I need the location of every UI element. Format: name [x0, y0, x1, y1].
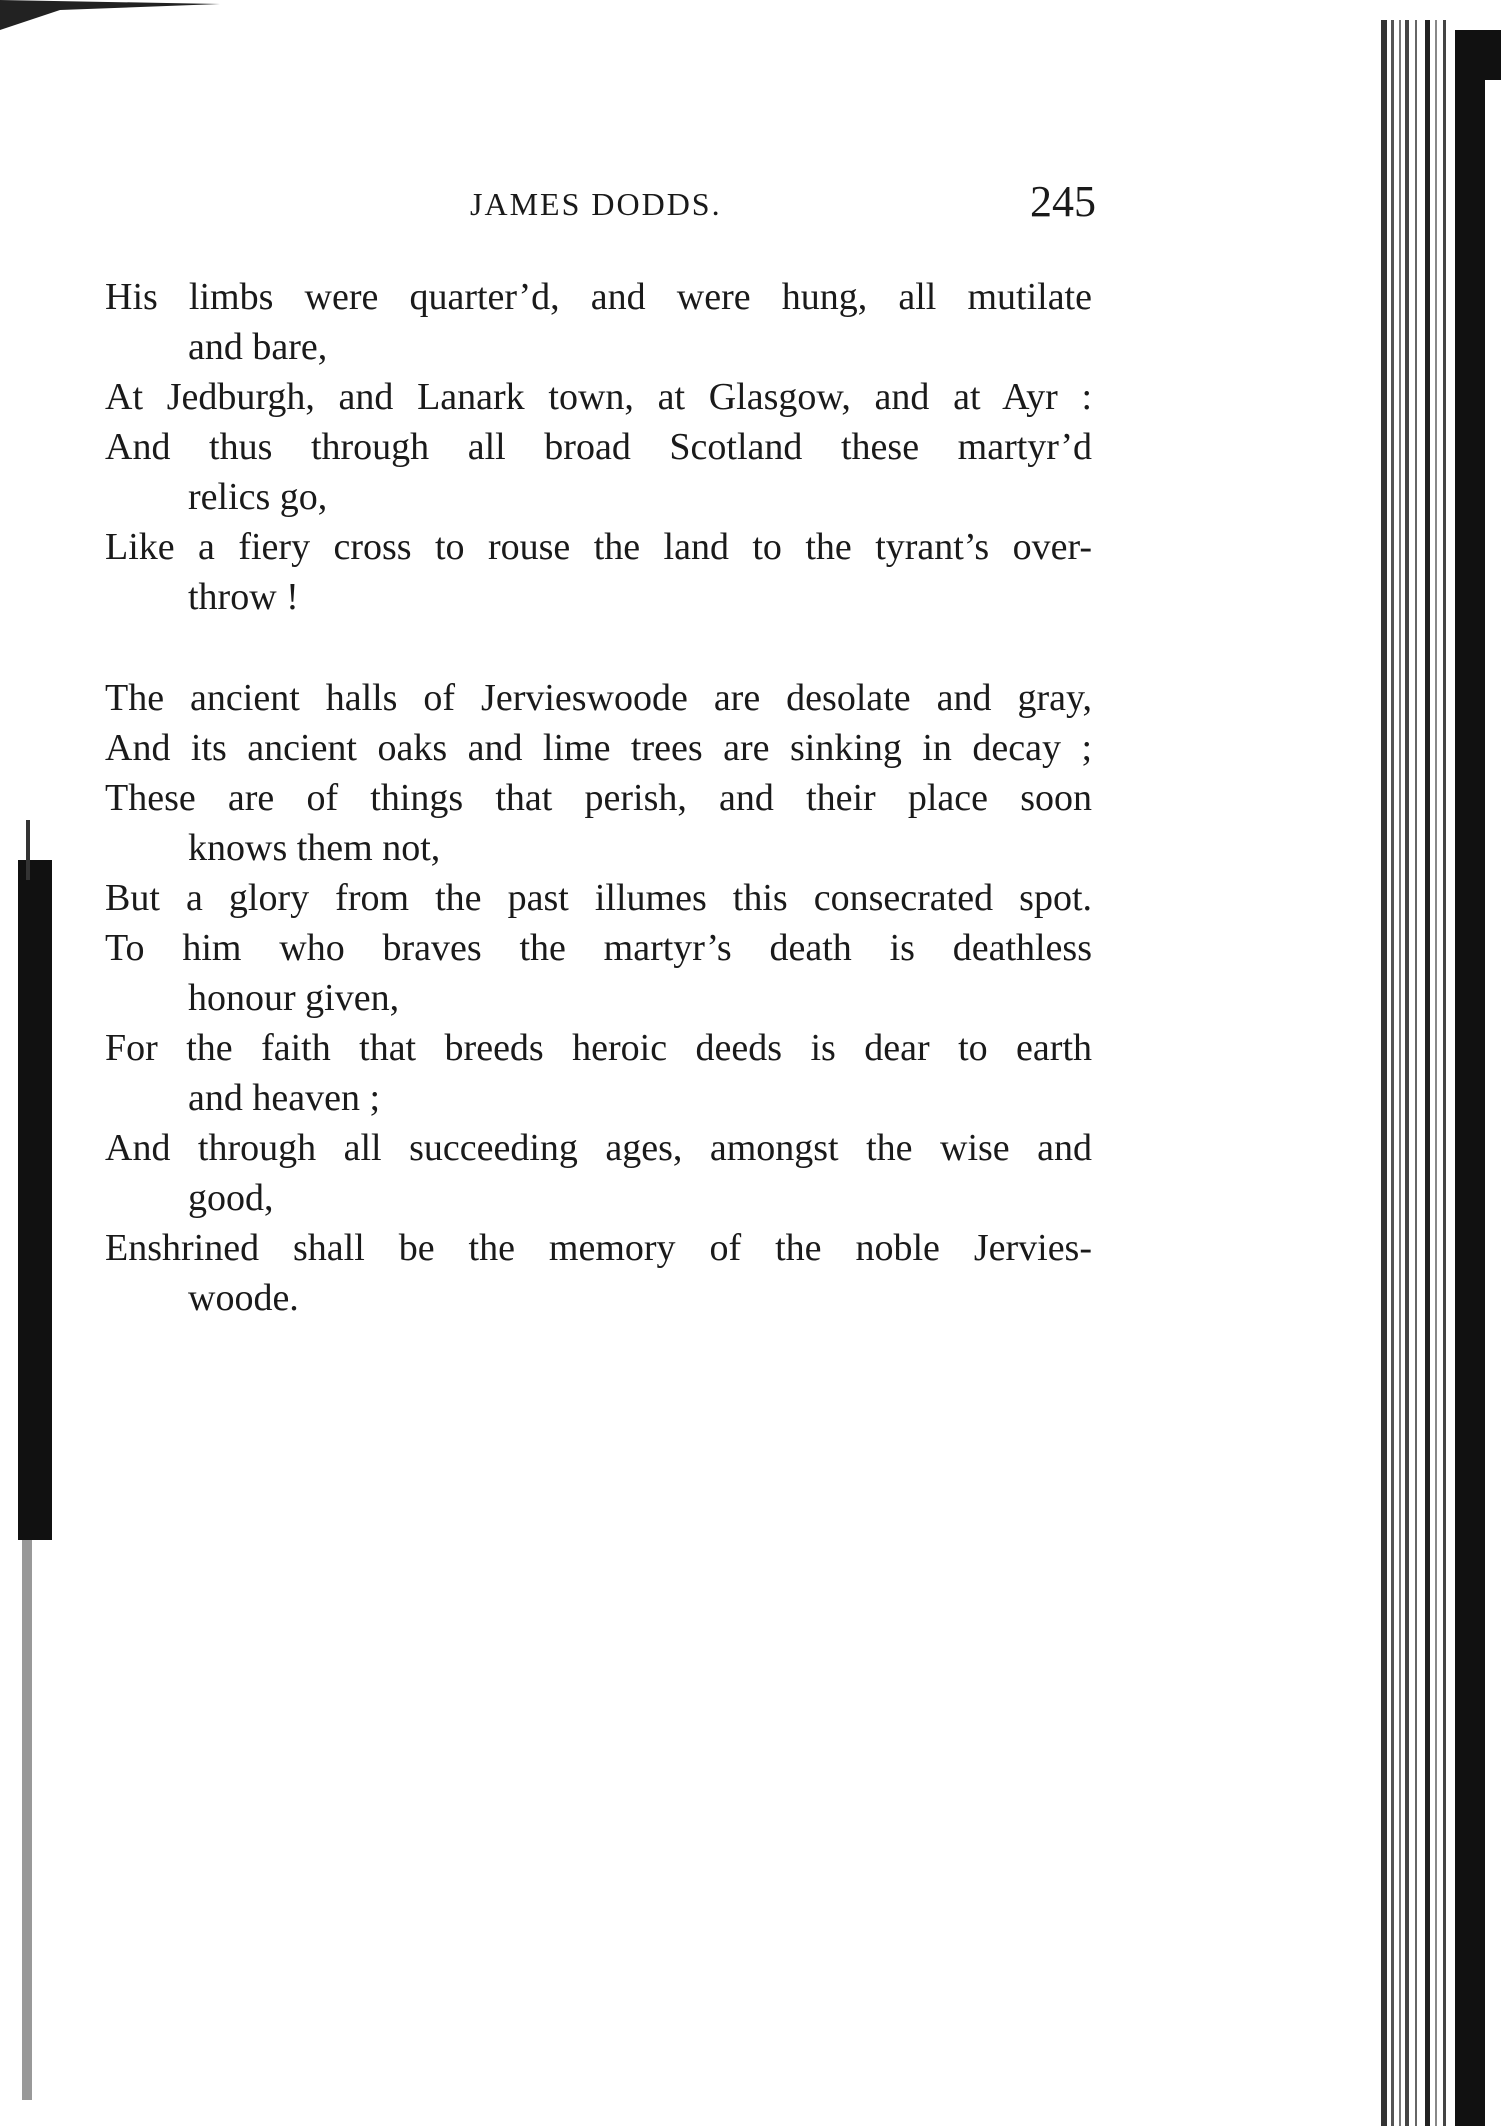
scan-left-edge: [0, 0, 70, 2126]
poem-line: These are of things that perish, and their place soon: [105, 777, 1092, 819]
poem-line: For the faith that breeds heroic deeds is dear to earth: [105, 1027, 1092, 1069]
poem-line-continuation: knows them not,: [188, 827, 441, 869]
poem-line: At Jedburgh, and Lanark town, at Glasgow, and at Ayr :: [105, 376, 1092, 418]
poem-line-continuation: honour given,: [188, 977, 400, 1019]
poem-line: His limbs were quarter’d, and were hung, all mutilate: [105, 276, 1092, 318]
scan-right-edge: [1381, 0, 1501, 2126]
poem-line: And through all succeeding ages, amongst the wise and: [105, 1127, 1092, 1169]
poem-line: And its ancient oaks and lime trees are sinking in decay ;: [105, 727, 1092, 769]
poem-line: Like a fiery cross to rouse the land to the tyrant’s over-: [105, 526, 1092, 568]
poem-line: But a glory from the past illumes this consecrated spot.: [105, 877, 1092, 919]
poem-line-continuation: and bare,: [188, 326, 328, 368]
poem-line-continuation: relics go,: [188, 476, 328, 518]
poem-line-continuation: woode.: [188, 1277, 299, 1319]
running-title: JAMES DODDS.: [470, 186, 722, 222]
page-number: 245: [1030, 177, 1096, 226]
poem-line-continuation: good,: [188, 1177, 274, 1219]
poem-stanza: [105, 673, 1105, 1323]
poem-line: Enshrined shall be the memory of the noble Jervies-: [105, 1227, 1092, 1269]
poem-line-continuation: and heaven ;: [188, 1077, 381, 1119]
poem-line-continuation: throw !: [188, 576, 299, 618]
page-header: [0, 176, 1501, 236]
poem-line: The ancient halls of Jervieswoode are desolate and gray,: [105, 677, 1092, 719]
poem-stanza: [105, 272, 1105, 622]
poem-line: And thus through all broad Scotland these martyr’d: [105, 426, 1092, 468]
poem-line: To him who braves the martyr’s death is deathless: [105, 927, 1092, 969]
